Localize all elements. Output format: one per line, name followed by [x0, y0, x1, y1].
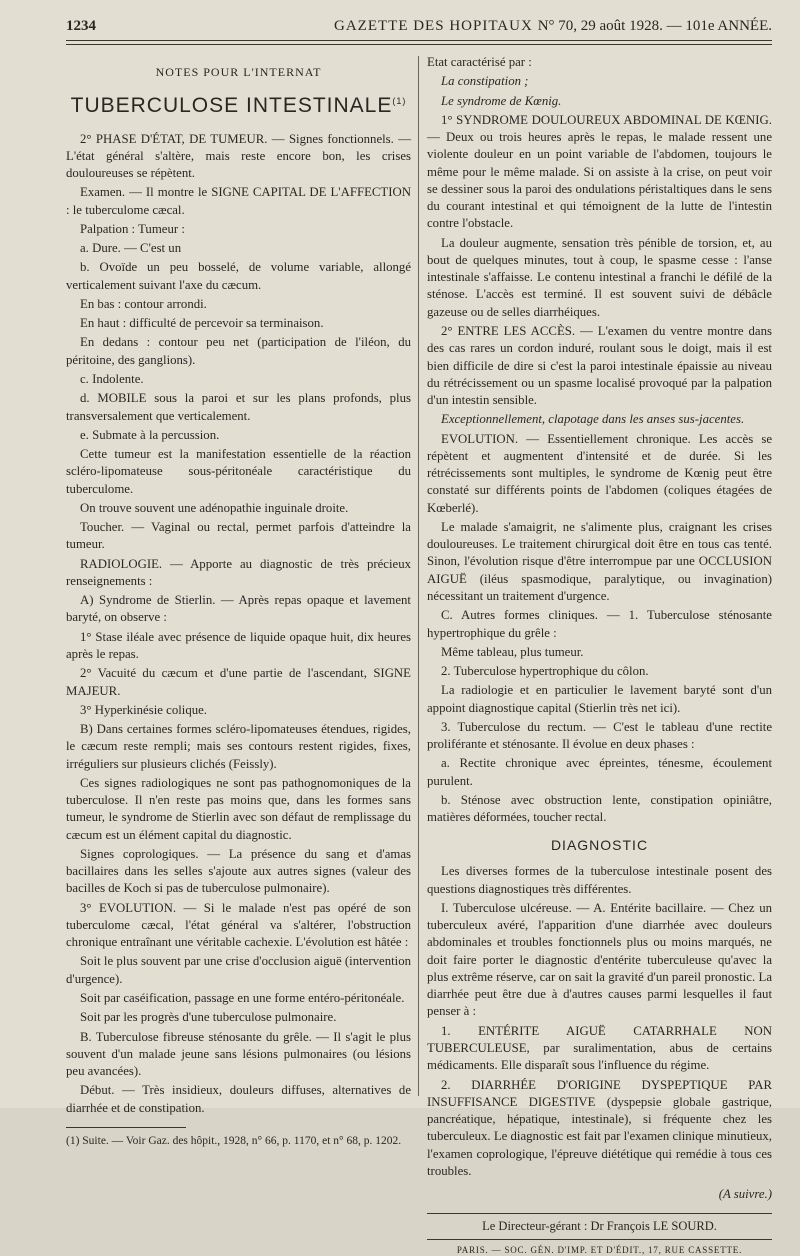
paragraph: La radiologie et en particulier le lavement baryté sont d'un appoint diagnostique capital (Stierlin très net ici). — [427, 683, 772, 715]
running-header — [66, 14, 772, 38]
paragraph: B. Tuberculose fibreuse sténosante du grêle. — Il s'agit le plus souvent d'un malade jeune sans lésions pulmonaires (ou lésions peu avancées). — [66, 1029, 411, 1079]
to-follow-note: (A suivre.) — [718, 1187, 772, 1202]
paragraph: Exceptionnellement, clapotage dans les anses sus-jacentes. — [441, 412, 745, 427]
header-rule — [66, 40, 772, 41]
paragraph: 2. Tuberculose hypertrophique du côlon. — [441, 664, 649, 679]
page-number: 1234 — [66, 18, 96, 34]
footnote: (1) Suite. — Voir Gaz. des hôpit., 1928, n° 66, p. 1170, et n° 68, p. 1202. — [66, 1134, 402, 1147]
paragraph: c. Indolente. — [80, 371, 144, 386]
paragraph: Signes coprologiques. — La présence du sang et d'amas bacillaires dans les selles s'ajoute aux autres signes (valeur des bacilles de Koch si pas de tuberculose pulmonaire). — [66, 846, 411, 896]
paragraph: I. Tuberculose ulcéreuse. — A. Entérite bacillaire. — Chez un tuberculeux avéré, l'apparition d'une diarrhée avec douleurs abdominales et troubles fonctionnels plus ou moins marqués, ne doit faire porter le diagnostic d'entérite tuberculeuse qu'avec la plus extrême réserve, car on sait la gravité d'un pareil pronostic. La diarrhée peut être due à d'autres causes parmi lesquelles il faut penser à : — [427, 900, 772, 1019]
paragraph: Le syndrome de Kœnig. — [441, 93, 562, 108]
paragraph: Toucher. — Vaginal ou rectal, permet parfois d'atteindre la tumeur. — [66, 520, 411, 552]
right-column — [427, 54, 772, 1256]
paragraph: 1. ENTÉRITE AIGUË CATARRHALE NON TUBERCULEUSE, par suralimentation, abus de certains médicaments. Elle disparaît sous l'influence du régime. — [427, 1023, 772, 1073]
paragraph: d. MOBILE sous la paroi et sur les plans profonds, plus transversalement que verticalement. — [66, 391, 411, 423]
paragraph: B) Dans certaines formes scléro-lipomateuses étendues, rigides, le cæcum reste rempli; mais ses contours restent rigides, fixes, irréguliers sur plusieurs clichés (Feissly). — [66, 722, 411, 771]
paragraph: a. Dure. — C'est un — [80, 241, 182, 256]
paragraph: 2° PHASE D'ÉTAT, DE TUMEUR. — Signes fonctionnels. — L'état général s'altère, mais reste encore bon, les crises douloureuses se répètent. — [66, 131, 411, 181]
paragraph: Examen. — Il montre le SIGNE CAPITAL DE L'AFFECTION : le tuberculome cæcal. — [66, 185, 411, 217]
paragraph: 2° Vacuité du cæcum et d'une partie de l'ascendant, SIGNE MAJEUR. — [66, 666, 411, 698]
paragraph: Soit le plus souvent par une crise d'occlusion aiguë (intervention d'urgence). — [66, 954, 411, 986]
paragraph: 1° Stase iléale avec présence de liquide opaque huit, dix heures après le repas. — [66, 629, 411, 661]
paragraph: RADIOLOGIE. — Apporte au diagnostic de très précieux renseignements : — [66, 556, 411, 588]
article-title — [66, 92, 411, 120]
signature-rule — [427, 1213, 772, 1214]
paragraph: Début. — Très insidieux, douleurs diffuses, alternatives de diarrhée et de constipation. — [66, 1083, 411, 1115]
paragraph: Cette tumeur est la manifestation essentielle de la réaction scléro-lipomateuse sous-péritonéale caractéristique du tuberculome. — [66, 447, 411, 496]
paragraph: En bas : contour arrondi. — [80, 296, 207, 311]
paragraph: Palpation : Tumeur : — [80, 221, 185, 236]
paragraph: b. Ovoïde un peu bosselé, de volume variable, allongé verticalement suivant l'axe du cæcum. — [66, 260, 411, 292]
paragraph: EVOLUTION. — Essentiellement chronique. Les accès se répètent et augmentent d'intensité et de durée. Si les rétrécissements sont multiples, le syndrome de Kœnig peut être constaté sur différents points de l'abdomen (coliques étagées de Kœberlé). — [427, 431, 772, 515]
paragraph: 3° EVOLUTION. — Si le malade n'est pas opéré de son tuberculome cæcal, l'état général va s'altérer, l'obstruction chronique entraînant une véritable cachexie. L'évolution est hâtée : — [66, 900, 411, 950]
paragraph: 3° Hyperkinésie colique. — [80, 702, 208, 717]
paragraph: En haut : difficulté de percevoir sa terminaison. — [80, 316, 324, 331]
section-heading-diagnostic: DIAGNOSTIC — [550, 837, 649, 854]
paragraph: La constipation ; — [441, 74, 529, 89]
section-label: NOTES POUR L'INTERNAT — [155, 65, 322, 79]
paragraph: b. Sténose avec obstruction lente, constipation opiniâtre, matières déformées, toucher rectal. — [427, 792, 772, 825]
printer-imprint: PARIS. — SOC. GÉN. D'IMP. ET D'ÉDIT., 17, RUE CASSETTE. — [456, 1245, 743, 1256]
article-title-text: TUBERCULOSE INTESTINALE — [70, 94, 393, 118]
paragraph: e. Submate à la percussion. — [80, 427, 220, 442]
paragraph: En dedans : contour peu net (participation de l'iléon, du péritoine, des ganglions). — [66, 335, 411, 367]
paragraph: 2° ENTRE LES ACCÈS. — L'examen du ventre montre dans des cas rares un cordon induré, roulant sous le doigt, mais il est bien difficile de dire si c'est la paroi intestinale épaissie au niveau du rétrécissement ou un spasme localisé provoqué par la palpation d'un intestin sensible. — [427, 323, 772, 408]
title-footnote-marker: (1) — [392, 96, 407, 107]
left-column — [66, 54, 411, 1147]
paragraph: Soit par caséification, passage en une forme entéro-péritonéale. — [80, 991, 405, 1006]
paragraph: A) Syndrome de Stierlin. — Après repas opaque et lavement baryté, on observe : — [66, 593, 411, 625]
paragraph: Etat caractérisé par : — [427, 55, 532, 69]
paragraph: C. Autres formes cliniques. — 1. Tuberculose sténosante hypertrophique du grêle : — [427, 608, 772, 640]
paragraph: Soit par les progrès d'une tuberculose pulmonaire. — [80, 1010, 337, 1025]
paragraph: 1° SYNDROME DOULOUREUX ABDOMINAL DE KŒNIG. — Deux ou trois heures après le repas, le malade ressent une violente douleur en un point variable de l'abdomen, toujours le même pour le même malade. Si on assiste à la crise, on peut voir se dessiner sous la paroi des ondulations péristaltiques dans le sens du courant intestinal et qui témoignent de la lutte de l'intestin contre l'obstacle. — [427, 112, 772, 231]
paragraph: Le malade s'amaigrit, ne s'alimente plus, craignant les crises douloureuses. Le traitement chirurgical doit être en tous cas tenté. Sinon, l'évolution risque d'être interrompue par une OCCLUSION AIGUË (iléus spasmodique, paralytique, ou invagination) nécessitant un traitement d'urgence. — [427, 519, 772, 603]
issue-line: N° 70, 29 août 1928. — 101e ANNÉE. — [537, 18, 772, 34]
paragraph: Les diverses formes de la tuberculose intestinale posent des questions diagnostiques très différentes. — [427, 864, 772, 896]
paragraph: Ces signes radiologiques ne sont pas pathognomoniques de la tuberculose. Il n'en reste pas moins que, dans les formes sans tumeur, le syndrome de Stierlin avec son défaut de remplissage du cæcum est un élément capital du diagnostic. — [66, 775, 411, 842]
column-divider — [418, 56, 419, 1096]
paragraph: On trouve souvent une adénopathie inguinale droite. — [80, 500, 349, 515]
paragraph: La douleur augmente, sensation très pénible de torsion, et, au bout de quelques minutes, tout à coup, le spasme cesse : l'anse intestinale s'affaisse. Le contenu intestinal a franchi le défilé de la sténose. L'accès est terminé. Il est souvent suivi de débâcle gazeuse ou de selles diarrhéiques. — [427, 235, 772, 319]
journal-title: GAZETTE DES HOPITAUX — [334, 18, 533, 34]
header-rule-double — [66, 44, 772, 45]
paragraph: Même tableau, plus tumeur. — [441, 644, 584, 659]
editor-signature: Le Directeur-gérant : Dr François LE SOURD. — [482, 1219, 717, 1234]
paragraph: a. Rectite chronique avec épreintes, ténesme, écoulement purulent. — [427, 756, 772, 788]
paragraph: 3. Tuberculose du rectum. — C'est le tableau d'une rectite proliférante et sténosante. Il évolue en deux phases : — [427, 719, 772, 752]
footnote-rule — [66, 1127, 186, 1128]
paragraph: 2. DIARRHÉE D'ORIGINE DYSPEPTIQUE PAR INSUFFISANCE DIGESTIVE (dyspepsie globale gastrique, pancréatique, hépatique, intestinale), si fréquente chez les tuberculeux. Le diagnostic est fait par l'examen clinique minutieux, l'examen coprologique, l'épreuve diététique qui remédie à tous ces troubles. — [427, 1077, 772, 1178]
signature-rule-bottom — [427, 1239, 772, 1240]
